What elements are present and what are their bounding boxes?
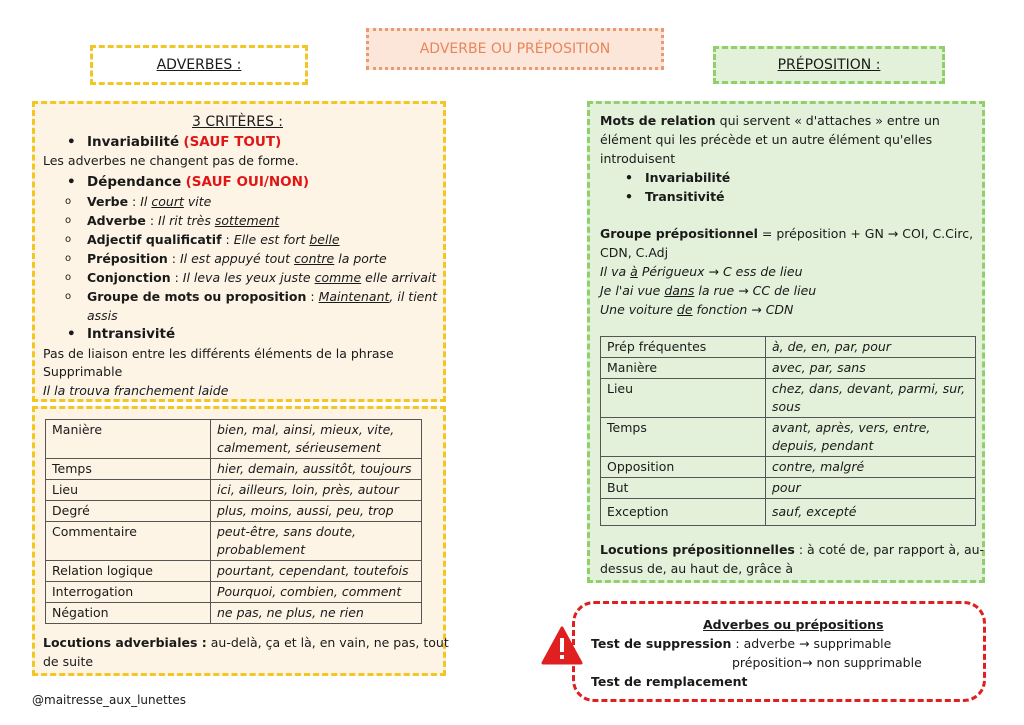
main-title-box bbox=[366, 28, 664, 70]
preposition-intro-1: Mots de relation qui servent « d'attaches » entre un bbox=[600, 113, 940, 128]
criteria-title: 3 CRITÈRES : bbox=[192, 114, 284, 130]
invariability-item bbox=[87, 133, 281, 151]
table-row: Temps avant, après, vers, entre, depuis, pendant bbox=[601, 418, 976, 457]
invariability-text: Les adverbes ne changent pas de forme. bbox=[43, 153, 299, 168]
prep-example: Il va à Périgueux → C ess de lieu bbox=[600, 264, 803, 279]
warning-icon bbox=[541, 626, 583, 666]
table-row: Manière bien, mal, ainsi, mieux, vite, calmement, sérieusement bbox=[46, 420, 422, 459]
adverbes-header-box bbox=[90, 45, 308, 85]
table-row: Degré plus, moins, aussi, peu, trop bbox=[46, 501, 422, 522]
adverb-table bbox=[45, 419, 422, 624]
preposition-intro-2: élément qui les précède et un autre élément qu'elles bbox=[600, 132, 933, 147]
table-row: Exception sauf, excepté bbox=[601, 499, 976, 526]
invariability-label: Invariabilité bbox=[87, 134, 180, 150]
dep-item: o Groupe de mots ou proposition : Maintenant, il tient bbox=[87, 288, 437, 306]
preposition-bullet: • Transitivité bbox=[645, 188, 725, 206]
dep-item: o Verbe : Il court vite bbox=[87, 193, 211, 211]
prep-group-2: CDN, C.Adj bbox=[600, 245, 669, 260]
table-row: Prép fréquentes à, de, en, par, pour bbox=[601, 337, 976, 358]
test-suppression-cont: préposition→ non supprimable bbox=[732, 655, 922, 670]
dep-item: o Préposition : Il est appuyé tout contre la porte bbox=[87, 250, 387, 268]
table-row: But pour bbox=[601, 478, 976, 499]
dep-item: o Adverbe : Il rit très sottement bbox=[87, 212, 279, 230]
intransitivity-line2: Supprimable bbox=[43, 364, 123, 379]
preposition-table bbox=[600, 336, 976, 526]
table-row: Négation ne pas, ne plus, ne rien bbox=[46, 603, 422, 624]
prep-example: Je l'ai vue dans la rue → CC de lieu bbox=[600, 283, 817, 298]
prep-locutions: Locutions prépositionnelles : à coté de, par rapport à, au- bbox=[600, 542, 985, 557]
intransitivity-example: Il la trouva franchement laide bbox=[43, 383, 229, 398]
table-row: Interrogation Pourquoi, combien, comment bbox=[46, 582, 422, 603]
invariability-exception: (SAUF TOUT) bbox=[183, 134, 282, 150]
preposition-bullet: • Invariabilité bbox=[645, 169, 730, 187]
test-suppression: Test de suppression : adverbe → supprimable bbox=[591, 636, 892, 651]
intransitivity-item bbox=[87, 325, 175, 343]
adverb-locutions: Locutions adverbiales : au-delà, ça et là, en vain, ne pas, tout bbox=[43, 635, 449, 650]
preposition-intro-3: introduisent bbox=[600, 151, 676, 166]
dependence-item bbox=[87, 173, 309, 191]
table-row: Commentaire peut-être, sans doute, probablement bbox=[46, 522, 422, 561]
dep-item-continuation: assis bbox=[87, 308, 118, 323]
test-replacement: Test de remplacement bbox=[591, 674, 748, 689]
table-row: Manière avec, par, sans bbox=[601, 358, 976, 379]
preposition-header-box bbox=[713, 46, 945, 84]
table-row: Lieu ici, ailleurs, loin, près, autour bbox=[46, 480, 422, 501]
dependence-exception: (SAUF OUI/NON) bbox=[185, 174, 310, 190]
table-row: Relation logique pourtant, cependant, toutefois bbox=[46, 561, 422, 582]
preposition-header: PRÉPOSITION : bbox=[777, 57, 881, 73]
table-row: Temps hier, demain, aussitôt, toujours bbox=[46, 459, 422, 480]
table-row: Lieu chez, dans, devant, parmi, sur, sous bbox=[601, 379, 976, 418]
preposition-box bbox=[587, 101, 985, 583]
adverbes-header: ADVERBES : bbox=[156, 57, 242, 73]
dep-item: o Conjonction : Il leva les yeux juste comme elle arrivait bbox=[87, 269, 436, 287]
criteria-box bbox=[32, 101, 446, 402]
adverb-locutions-cont: de suite bbox=[43, 654, 94, 669]
main-title: ADVERBE OU PRÉPOSITION bbox=[419, 41, 611, 57]
prep-locutions-cont: dessus de, au haut de, grâce à bbox=[600, 561, 794, 576]
intransitivity-line1: Pas de liaison entre les différents éléments de la phrase bbox=[43, 346, 394, 361]
test-title: Adverbes ou prépositions bbox=[703, 617, 884, 632]
dep-item: o Adjectif qualificatif : Elle est fort belle bbox=[87, 231, 340, 249]
adverb-table-box bbox=[32, 406, 449, 676]
test-box bbox=[572, 601, 986, 702]
prep-group-1: Groupe prépositionnel = préposition + GN → COI, C.Circ, bbox=[600, 226, 974, 241]
table-row: Opposition contre, malgré bbox=[601, 457, 976, 478]
footer-credit: @maitresse_aux_lunettes bbox=[32, 693, 187, 707]
prep-example: Une voiture de fonction → CDN bbox=[600, 302, 794, 317]
dependence-label: Dépendance bbox=[87, 174, 182, 190]
intransitivity-label: Intransivité bbox=[87, 326, 176, 342]
